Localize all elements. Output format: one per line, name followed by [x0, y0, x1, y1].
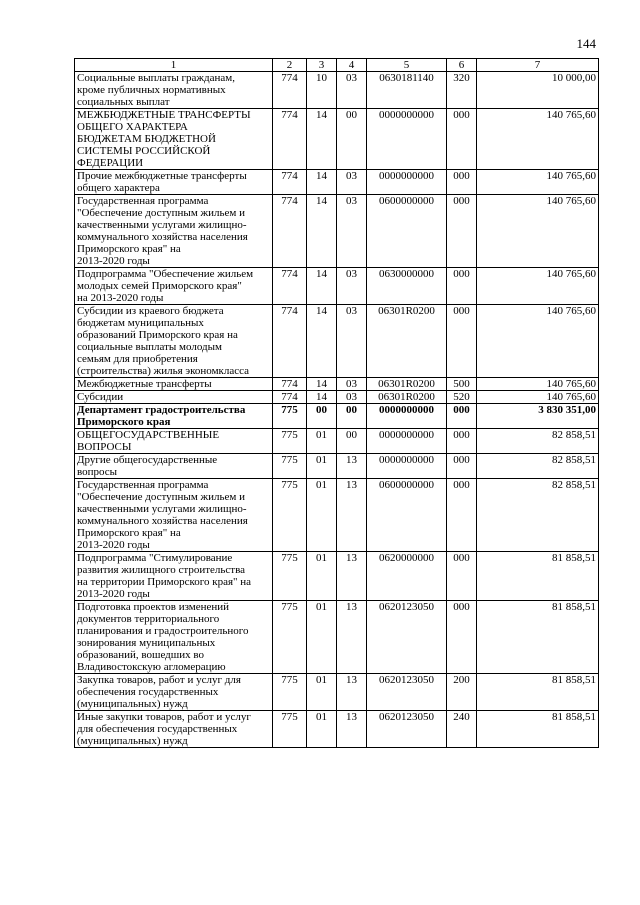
table-row: [75, 601, 599, 674]
code-cell-4: 03: [337, 195, 367, 268]
column-header: 2: [273, 59, 307, 72]
table-row: [75, 674, 599, 711]
code-cell-2: 774: [273, 268, 307, 305]
code-cell-5: 0600000000: [367, 195, 447, 268]
code-cell-4: 13: [337, 674, 367, 711]
amount-cell: 81 858,51: [477, 711, 599, 748]
code-cell-3: 01: [307, 454, 337, 479]
amount-cell: 10 000,00: [477, 72, 599, 109]
amount-cell: 82 858,51: [477, 454, 599, 479]
row-name-cell: Прочие межбюджетные трансферты общего характера: [75, 170, 273, 195]
code-cell-4: 00: [337, 109, 367, 170]
code-cell-2: 775: [273, 454, 307, 479]
code-cell-6: 200: [447, 674, 477, 711]
table-row: [75, 72, 599, 109]
table-row: [75, 404, 599, 429]
code-cell-5: 0600000000: [367, 479, 447, 552]
code-cell-6: 520: [447, 391, 477, 404]
column-header: 7: [477, 59, 599, 72]
table-row: [75, 195, 599, 268]
code-cell-2: 775: [273, 711, 307, 748]
code-cell-5: 0000000000: [367, 454, 447, 479]
code-cell-5: 0620123050: [367, 601, 447, 674]
row-name-cell: МЕЖБЮДЖЕТНЫЕ ТРАНСФЕРТЫ ОБЩЕГО ХАРАКТЕРА БЮДЖЕТАМ БЮДЖЕТНОЙ СИСТЕМЫ РОССИЙСКОЙ ФЕДЕРАЦИИ: [75, 109, 273, 170]
code-cell-3: 14: [307, 378, 337, 391]
code-cell-2: 774: [273, 170, 307, 195]
code-cell-3: 01: [307, 674, 337, 711]
code-cell-3: 14: [307, 109, 337, 170]
code-cell-2: 774: [273, 305, 307, 378]
code-cell-3: 14: [307, 268, 337, 305]
page-number: 144: [576, 36, 596, 51]
code-cell-2: 775: [273, 552, 307, 601]
column-header: 6: [447, 59, 477, 72]
row-name-cell: Государственная программа "Обеспечение доступным жильем и качественными услугами жилищно- коммунального хозяйства населения Приморского края" на 2013-2020 годы: [75, 195, 273, 268]
code-cell-6: 240: [447, 711, 477, 748]
code-cell-2: 775: [273, 674, 307, 711]
code-cell-5: 0620000000: [367, 552, 447, 601]
code-cell-4: 13: [337, 454, 367, 479]
code-cell-2: 775: [273, 601, 307, 674]
code-cell-5: 0000000000: [367, 429, 447, 454]
row-name-cell: Иные закупки товаров, работ и услуг для обеспечения государственных (муниципальных) нужд: [75, 711, 273, 748]
budget-table: [74, 58, 599, 748]
code-cell-6: 000: [447, 404, 477, 429]
code-cell-6: 000: [447, 552, 477, 601]
code-cell-5: 0000000000: [367, 404, 447, 429]
code-cell-3: 14: [307, 305, 337, 378]
row-name-cell: Субсидии: [75, 391, 273, 404]
amount-cell: 140 765,60: [477, 391, 599, 404]
table-row: [75, 378, 599, 391]
column-header: 5: [367, 59, 447, 72]
table-row: [75, 391, 599, 404]
code-cell-4: 13: [337, 601, 367, 674]
code-cell-5: 06301R0200: [367, 391, 447, 404]
code-cell-6: 320: [447, 72, 477, 109]
row-name-cell: Социальные выплаты гражданам, кроме публичных нормативных социальных выплат: [75, 72, 273, 109]
code-cell-4: 03: [337, 305, 367, 378]
row-name-cell: Государственная программа "Обеспечение доступным жильем и качественными услугами жилищно- коммунального хозяйства населения Приморского края" на 2013-2020 годы: [75, 479, 273, 552]
amount-cell: 140 765,60: [477, 268, 599, 305]
amount-cell: 81 858,51: [477, 552, 599, 601]
code-cell-4: 13: [337, 552, 367, 601]
code-cell-2: 774: [273, 195, 307, 268]
row-name-cell: Подготовка проектов изменений документов территориального планирования и градостроительного зонирования муниципальных образований, вошедших во Владивостокскую агломерацию: [75, 601, 273, 674]
code-cell-6: 000: [447, 268, 477, 305]
code-cell-4: 13: [337, 711, 367, 748]
table-row: [75, 429, 599, 454]
table-row: [75, 305, 599, 378]
code-cell-4: 13: [337, 479, 367, 552]
row-name-cell: Закупка товаров, работ и услуг для обеспечения государственных (муниципальных) нужд: [75, 674, 273, 711]
code-cell-2: 774: [273, 72, 307, 109]
code-cell-3: 00: [307, 404, 337, 429]
amount-cell: 82 858,51: [477, 429, 599, 454]
row-name-cell: Субсидии из краевого бюджета бюджетам муниципальных образований Приморского края на социальные выплаты молодым семьям для приобретения (строительства) жилья экономкласса: [75, 305, 273, 378]
code-cell-5: 06301R0200: [367, 378, 447, 391]
code-cell-6: 000: [447, 429, 477, 454]
code-cell-4: 03: [337, 72, 367, 109]
code-cell-5: 0000000000: [367, 109, 447, 170]
code-cell-6: 000: [447, 170, 477, 195]
column-header: 4: [337, 59, 367, 72]
row-name-cell: Подпрограмма "Стимулирование развития жилищного строительства на территории Приморского края" на 2013-2020 годы: [75, 552, 273, 601]
code-cell-5: 0000000000: [367, 170, 447, 195]
table-row: [75, 454, 599, 479]
code-cell-4: 03: [337, 391, 367, 404]
code-cell-5: 0620123050: [367, 711, 447, 748]
code-cell-3: 14: [307, 170, 337, 195]
table-row: [75, 109, 599, 170]
table-row: [75, 268, 599, 305]
code-cell-6: 000: [447, 454, 477, 479]
code-cell-4: 03: [337, 268, 367, 305]
amount-cell: 140 765,60: [477, 170, 599, 195]
code-cell-5: 0630181140: [367, 72, 447, 109]
code-cell-2: 774: [273, 109, 307, 170]
code-cell-3: 01: [307, 429, 337, 454]
code-cell-6: 500: [447, 378, 477, 391]
code-cell-6: 000: [447, 479, 477, 552]
row-name-cell: Другие общегосударственные вопросы: [75, 454, 273, 479]
code-cell-2: 774: [273, 378, 307, 391]
amount-cell: 140 765,60: [477, 195, 599, 268]
code-cell-3: 10: [307, 72, 337, 109]
row-name-cell: Подпрограмма "Обеспечение жильем молодых семей Приморского края" на 2013-2020 годы: [75, 268, 273, 305]
table-header-row: [75, 59, 599, 72]
table-row: [75, 479, 599, 552]
amount-cell: 81 858,51: [477, 601, 599, 674]
table-row: [75, 711, 599, 748]
row-name-cell: Межбюджетные трансферты: [75, 378, 273, 391]
amount-cell: 140 765,60: [477, 378, 599, 391]
code-cell-5: 0620123050: [367, 674, 447, 711]
amount-cell: 140 765,60: [477, 109, 599, 170]
amount-cell: 3 830 351,00: [477, 404, 599, 429]
code-cell-3: 14: [307, 391, 337, 404]
code-cell-2: 775: [273, 479, 307, 552]
code-cell-6: 000: [447, 305, 477, 378]
table-row: [75, 552, 599, 601]
code-cell-3: 01: [307, 479, 337, 552]
code-cell-5: 06301R0200: [367, 305, 447, 378]
amount-cell: 140 765,60: [477, 305, 599, 378]
code-cell-3: 14: [307, 195, 337, 268]
code-cell-3: 01: [307, 552, 337, 601]
amount-cell: 82 858,51: [477, 479, 599, 552]
amount-cell: 81 858,51: [477, 674, 599, 711]
code-cell-6: 000: [447, 195, 477, 268]
code-cell-5: 0630000000: [367, 268, 447, 305]
table-body: [75, 72, 599, 748]
code-cell-4: 00: [337, 429, 367, 454]
column-header: 3: [307, 59, 337, 72]
code-cell-2: 775: [273, 404, 307, 429]
code-cell-6: 000: [447, 109, 477, 170]
row-name-cell: Департамент градостроительства Приморского края: [75, 404, 273, 429]
code-cell-6: 000: [447, 601, 477, 674]
code-cell-4: 03: [337, 170, 367, 195]
table-row: [75, 170, 599, 195]
column-header: 1: [75, 59, 273, 72]
code-cell-4: 00: [337, 404, 367, 429]
row-name-cell: ОБЩЕГОСУДАРСТВЕННЫЕ ВОПРОСЫ: [75, 429, 273, 454]
code-cell-3: 01: [307, 711, 337, 748]
code-cell-3: 01: [307, 601, 337, 674]
code-cell-2: 774: [273, 391, 307, 404]
code-cell-4: 03: [337, 378, 367, 391]
code-cell-2: 775: [273, 429, 307, 454]
